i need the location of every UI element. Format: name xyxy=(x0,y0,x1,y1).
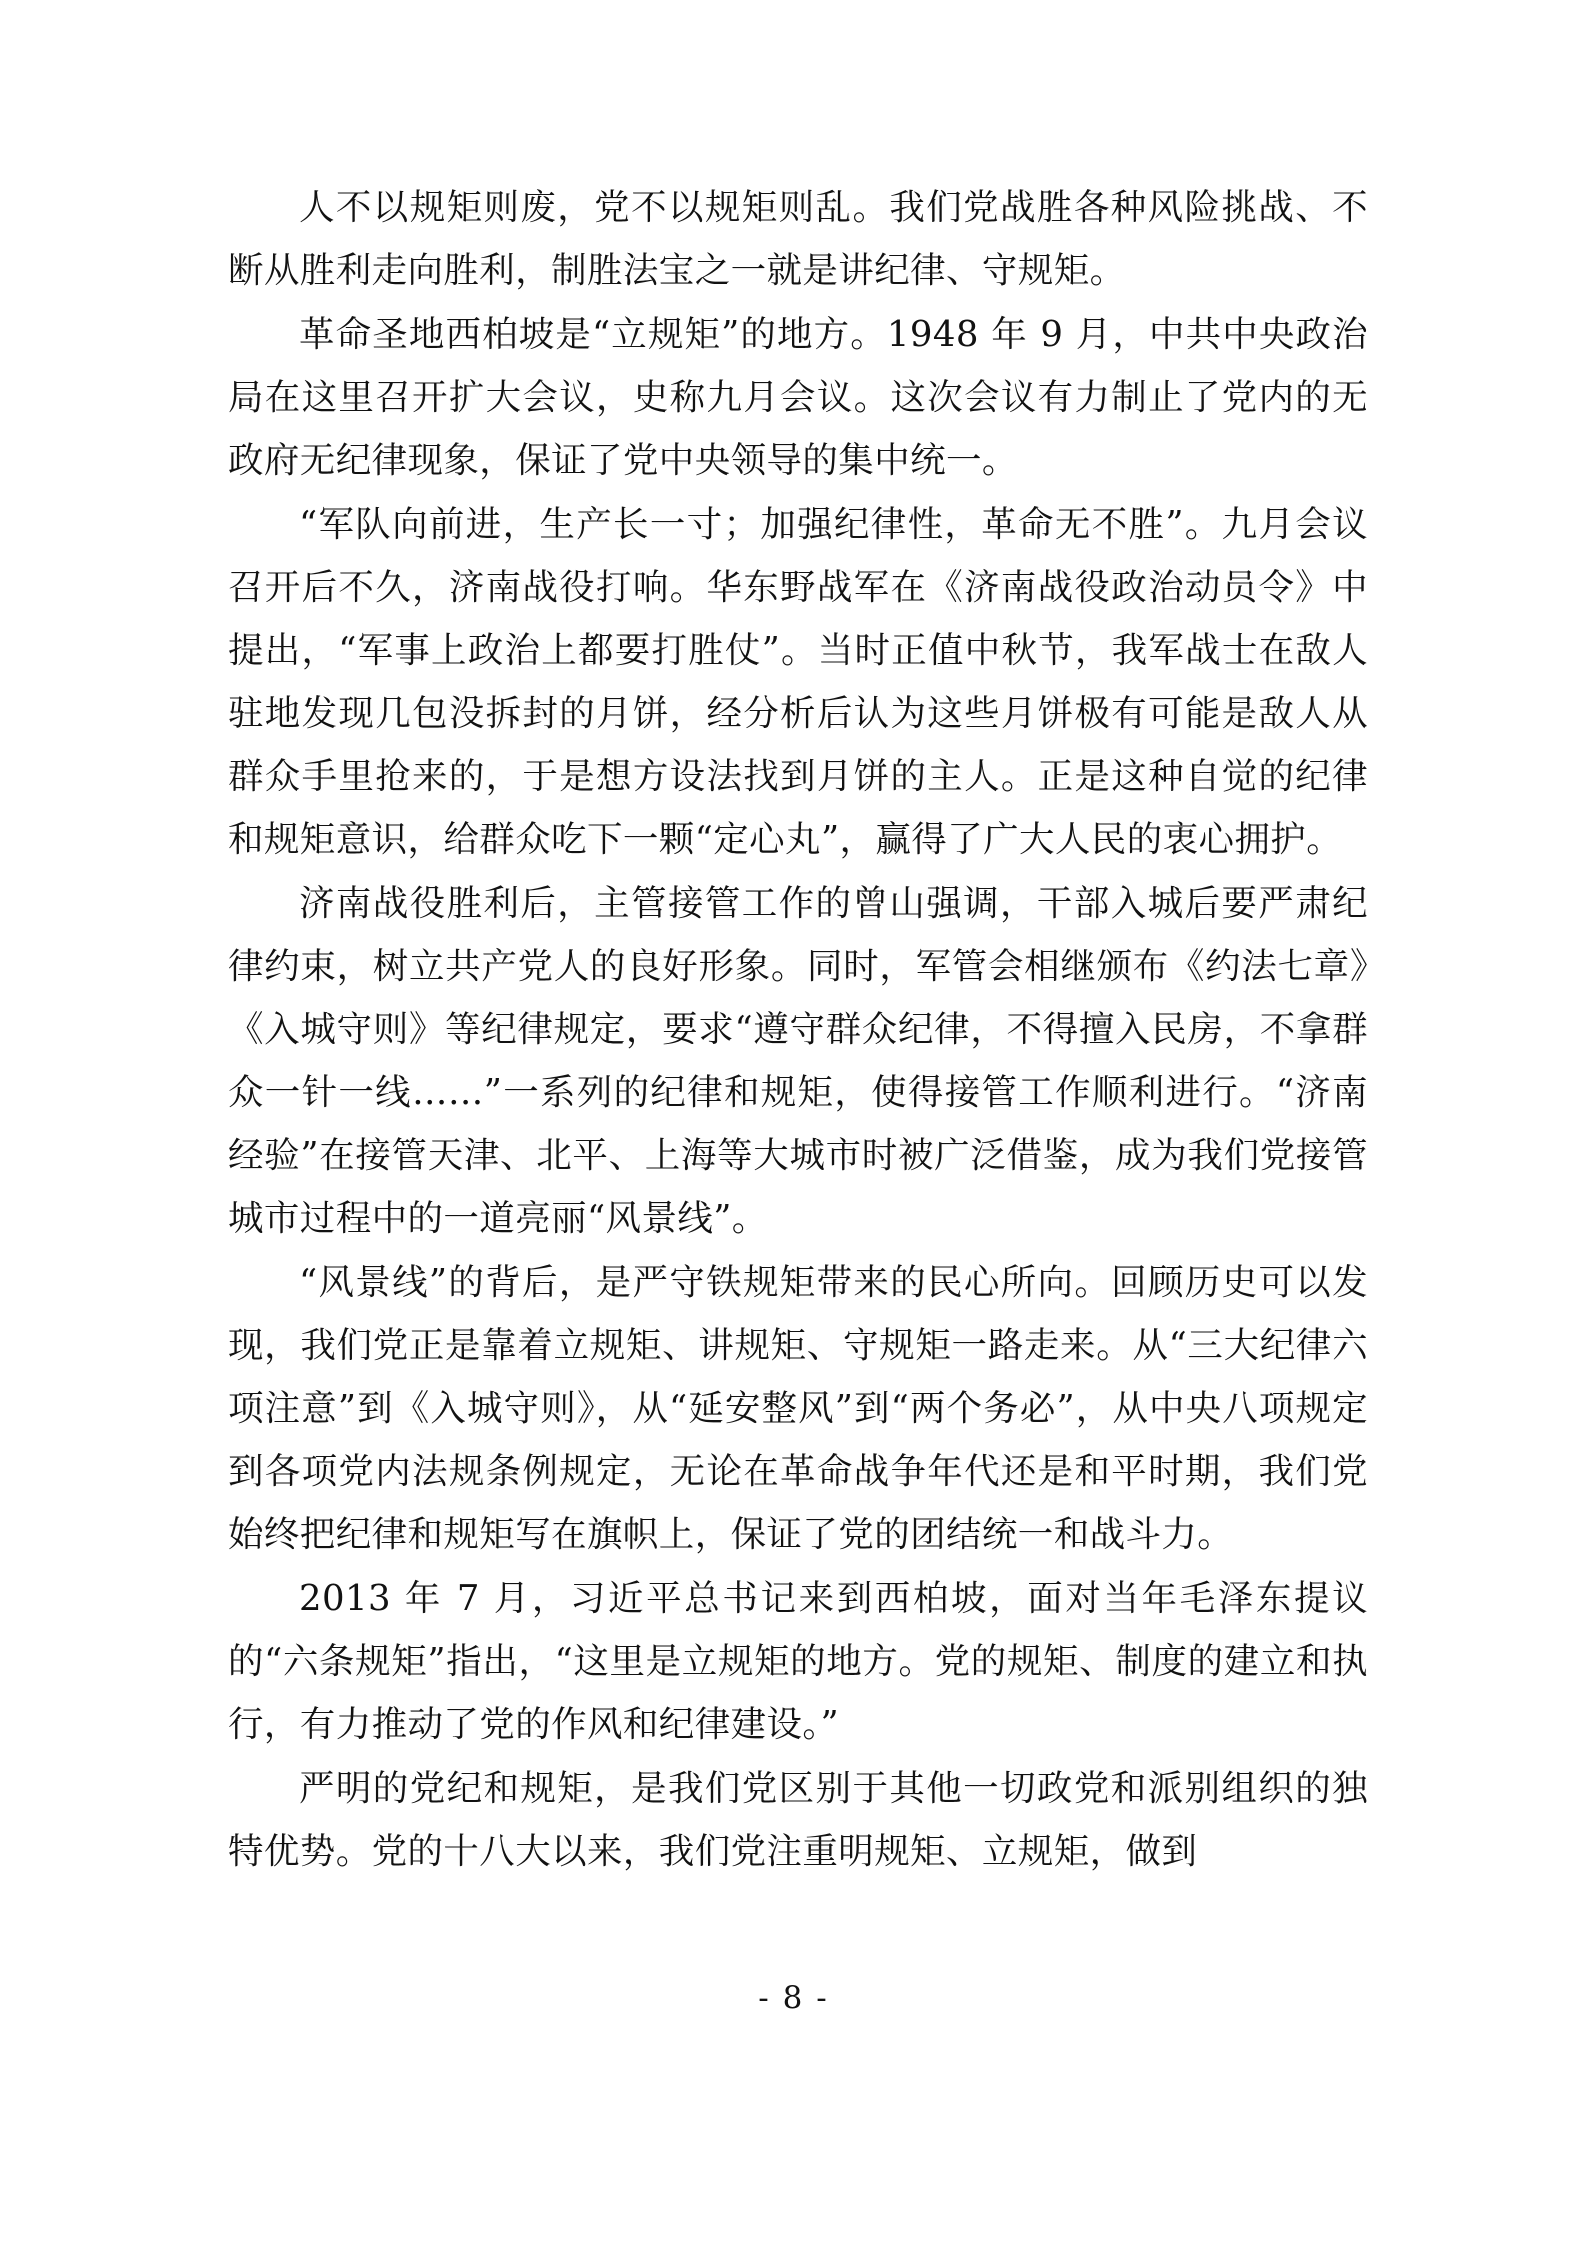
paragraph: 人不以规矩则废，党不以规矩则乱。我们党战胜各种风险挑战、不断从胜利走向胜利，制胜法宝之一就是讲纪律、守规矩。 xyxy=(228,187,1368,291)
paragraph: 革命圣地西柏坡是“立规矩”的地方。1948 年 9 月，中共中央政治局在这里召开扩大会议，史称九月会议。这次会议有力制止了党内的无政府无纪律现象，保证了党中央领导的集中统一。 xyxy=(228,314,1368,481)
paragraph: 严明的党纪和规矩，是我们党区别于其他一切政党和派别组织的独特优势。党的十八大以来，我们党注重明规矩、立规矩，做到 xyxy=(228,1768,1368,1872)
paragraph: “风景线”的背后，是严守铁规矩带来的民心所向。回顾历史可以发现，我们党正是靠着立规矩、讲规矩、守规矩一路走来。从“三大纪律六项注意”到《入城守则》，从“延安整风”到“两个务必”，从中央八项规定到各项党内法规条例规定，无论在革命战争年代还是和平时期，我们党始终把纪律和规矩写在旗帜上，保证了党的团结统一和战斗力。 xyxy=(228,1262,1368,1555)
page-body xyxy=(228,176,1368,1884)
page-number: - 8 - xyxy=(758,1980,829,2016)
page-footer xyxy=(0,1980,1587,2016)
paragraph: “军队向前进，生产长一寸；加强纪律性，革命无不胜”。九月会议召开后不久，济南战役打响。华东野战军在《济南战役政治动员令》中提出，“军事上政治上都要打胜仗”。当时正值中秋节，我军战士在敌人驻地发现几包没拆封的月饼，经分析后认为这些月饼极有可能是敌人从群众手里抢来的，于是想方设法找到月饼的主人。正是这种自觉的纪律和规矩意识，给群众吃下一颗“定心丸”，赢得了广大人民的衷心拥护。 xyxy=(228,504,1368,860)
paragraph: 济南战役胜利后，主管接管工作的曾山强调，干部入城后要严肃纪律约束，树立共产党人的良好形象。同时，军管会相继颁布《约法七章》《入城守则》等纪律规定，要求“遵守群众纪律，不得擅入民房，不拿群众一针一线……”一系列的纪律和规矩，使得接管工作顺利进行。“济南经验”在接管天津、北平、上海等大城市时被广泛借鉴，成为我们党接管城市过程中的一道亮丽“风景线”。 xyxy=(228,883,1368,1239)
paragraph: 2013 年 7 月，习近平总书记来到西柏坡，面对当年毛泽东提议的“六条规矩”指出，“这里是立规矩的地方。党的规矩、制度的建立和执行，有力推动了党的作风和纪律建设。” xyxy=(228,1578,1368,1745)
